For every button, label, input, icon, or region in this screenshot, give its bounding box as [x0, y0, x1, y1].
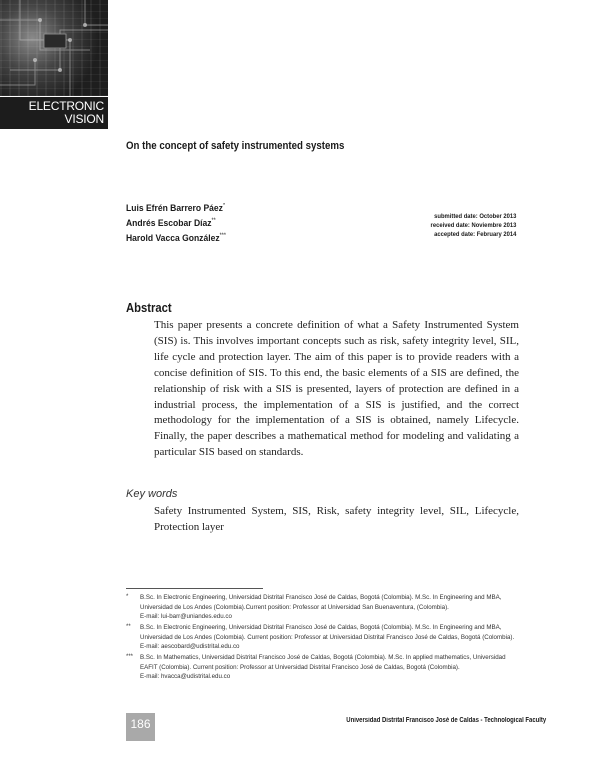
footnote-text: B.Sc. In Electronic Engineering, Universidad Distrital Francisco José de Caldas, Bogotá (Colombia). M.Sc. In Engineering and MBA, Universidad de Los Andes (Colombia). Current position: Professor at Universidad Distrital Francisco José de Caldas, Bogotá (Colombia).	[140, 624, 515, 641]
abstract-text: This paper presents a concrete definition of what a Safety Instrumented System (SIS) is. This involves important concepts such as risk, safety integrity level, SIL, life cycle and protection layer. The aim of this paper is to provide readers with a concise definition of SIS. To this end, the basic elements of a SIS are defined, the relationship of risk with a SIS is presented, layers of protection are defined in a industrial process, the implementation of a SIS is justified, and the correct methodology for the implementation of a SIS is obtained, namely Lifecycle. Finally, the paper describes a mathematical method for modeling and validating a particular SIS based on standards.	[154, 319, 519, 459]
author-item	[126, 200, 226, 215]
footnote-text: B.Sc. In Electronic Engineering, Universidad Distrital Francisco José de Caldas, Bogotá (Colombia). M.Sc. In Engineering and MBA, Universidad de Los Andes (Colombia).Current position: Professor at Universidad San Buenaventura, (Colombia).	[140, 594, 502, 611]
keywords-text: Safety Instrumented System, SIS, Risk, safety integrity level, SIL, Lifecycle, Protection layer	[154, 505, 519, 533]
author-name: Harold Vacca González	[126, 233, 220, 245]
paper-title: On the concept of safety instrumented systems	[126, 140, 345, 152]
footnote-item	[126, 593, 522, 622]
author-mark: ***	[219, 233, 226, 240]
footnote-item	[126, 653, 522, 682]
circuit-board-graphic	[0, 0, 108, 96]
journal-footer: Universidad Distrital Francisco José de Caldas - Technological Faculty	[346, 717, 546, 724]
footnote-email: E-mail: hvacca@udistrital.edu.co	[140, 673, 231, 680]
author-mark: *	[222, 203, 226, 209]
submission-dates	[430, 212, 516, 239]
submitted-date: submitted date: October 2013	[433, 213, 516, 220]
abstract-heading: Abstract	[126, 301, 172, 315]
accepted-date: accepted date: February 2014	[433, 231, 516, 238]
footnote-email: E-mail: aescobard@udistrital.edu.co	[140, 643, 240, 650]
section-label-line1: ELECTRONIC	[28, 99, 104, 113]
footnote-email: E-mail: lui-barr@uniandes.edu.co	[140, 613, 232, 620]
author-name: Andrés Escobar Díaz	[126, 218, 212, 230]
author-list	[126, 200, 226, 245]
section-label-line2: VISION	[64, 112, 104, 126]
received-date: received date: Noviembre 2013	[430, 222, 516, 229]
keywords-heading: Key words	[126, 488, 178, 500]
footnote-mark: **	[126, 624, 131, 630]
footnote-mark: ***	[126, 654, 134, 660]
author-item	[126, 215, 226, 230]
author-name: Luis Efrén Barrero Páez	[126, 203, 223, 215]
footnotes	[126, 593, 522, 683]
section-label	[0, 97, 108, 129]
footnote-item	[126, 623, 522, 652]
footnote-divider	[126, 588, 263, 589]
page-number: 186	[126, 713, 155, 741]
footnote-mark: *	[126, 594, 129, 600]
author-item	[126, 230, 226, 245]
footnote-text: B.Sc. In Mathematics, Universidad Distrital Francisco José de Caldas, Bogotá (Colombia). M.Sc. In applied mathematics, Universidad EAFIT (Colombia). Current position: Professor at Universidad Distrital Francisco José de Caldas, Bogotá (Colombia).	[140, 654, 506, 671]
header-banner-image	[0, 0, 108, 96]
author-mark: **	[211, 218, 216, 225]
